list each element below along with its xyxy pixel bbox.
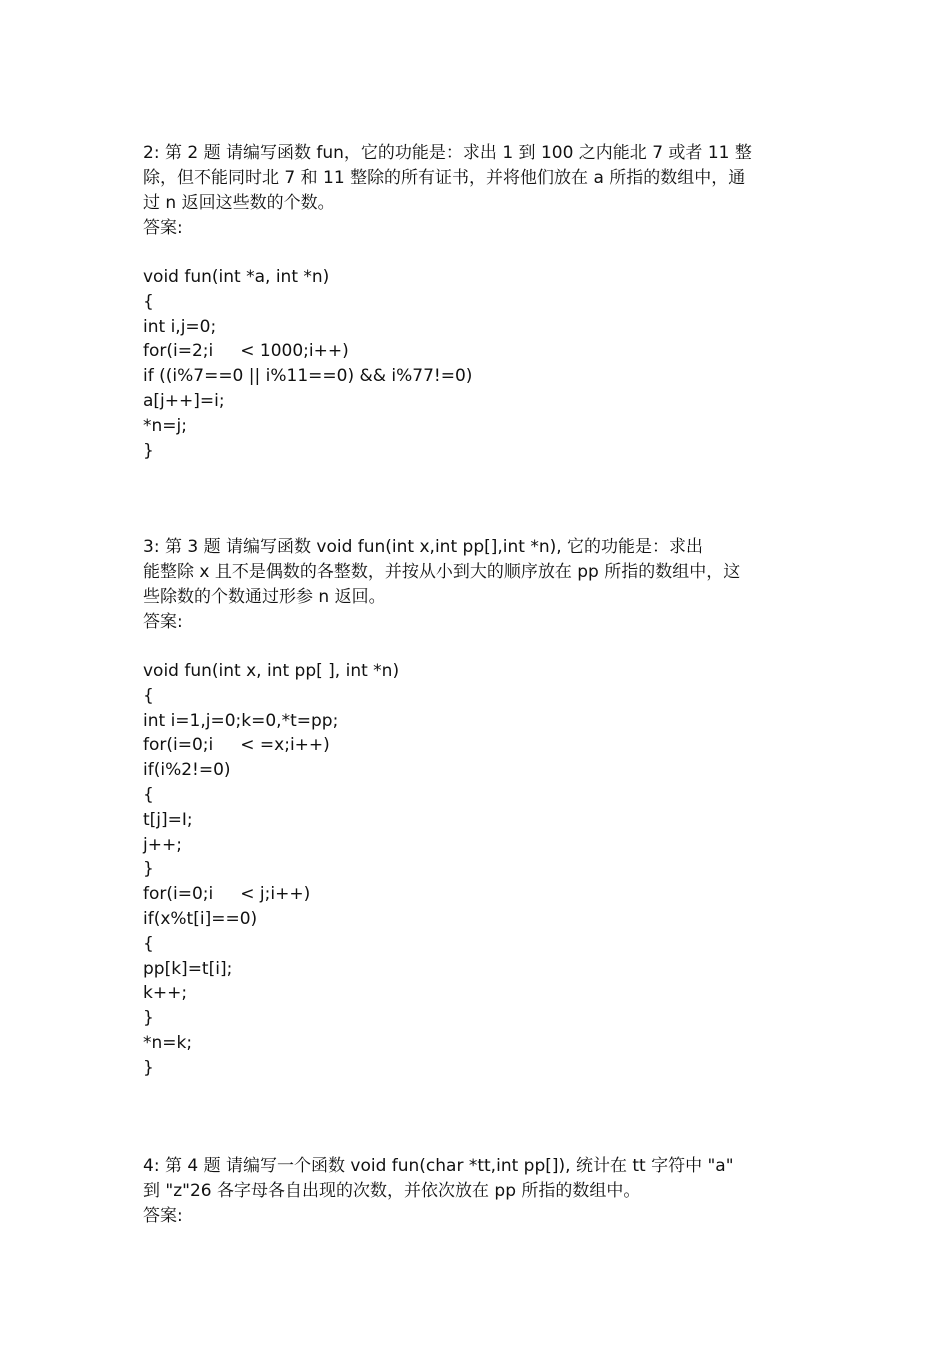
code-line: for(i=2;i < 1000;i++) [143,341,349,362]
question-3-prompt-line: 些除数的个数通过形参 n 返回。 [143,587,386,607]
question-4 [143,1154,805,1229]
code-line: pp[k]=t[i]; [143,958,233,979]
question-3-prompt-line: 能整除 x 且不是偶数的各整数，并按从小到大的顺序放在 pp 所指的数组中，这 [143,562,741,582]
code-line: { [143,685,154,706]
question-4-prompt-line: 4: 第 4 题 请编写一个函数 void fun(char *tt,int pp[]), 统计在 tt 字符中 "a" [143,1156,734,1176]
code-line: k++; [143,983,188,1004]
code-line: *n=k; [143,1032,193,1053]
code-line: int i,j=0; [143,316,217,337]
question-3 [143,535,805,1081]
question-2-code-block [143,265,805,463]
code-line: { [143,933,154,954]
code-line: if(i%2!=0) [143,760,231,781]
code-line: { [143,784,154,805]
code-line: { [143,291,154,312]
question-2-prompt [143,141,805,216]
code-line: void fun(int *a, int *n) [143,267,330,287]
question-2-prompt-line: 除，但不能同时北 7 和 11 整除的所有证书，并将他们放在 a 所指的数组中，通 [143,168,746,188]
code-line: } [143,440,154,461]
question-2-prompt-line: 2: 第 2 题 请编写函数 fun，它的功能是：求出 1 到 100 之内能北 7 或者 11 整 [143,143,752,163]
code-line: *n=j; [143,415,187,436]
code-line: j++; [143,834,182,855]
code-line: if ((i%7==0 || i%11==0) && i%77!=0) [143,366,473,387]
code-line: } [143,859,154,880]
question-4-prompt [143,1154,805,1204]
question-3-prompt [143,535,805,610]
code-line: } [143,1008,154,1029]
code-line: a[j++]=i; [143,390,225,411]
code-line: for(i=0;i < =x;i++) [143,735,330,756]
code-line: for(i=0;i < j;i++) [143,884,311,905]
question-3-prompt-line: 3: 第 3 题 请编写函数 void fun(int x,int pp[],int *n), 它的功能是：求出 [143,537,704,557]
answer-label: 答案: [143,1206,183,1226]
code-line: } [143,1057,154,1078]
question-3-code-block [143,659,805,1081]
question-2 [143,141,805,463]
code-line: void fun(int x, int pp[ ], int *n) [143,661,400,681]
code-line: if(x%t[i]==0) [143,908,258,929]
question-2-prompt-line: 过 n 返回这些数的个数。 [143,193,335,213]
answer-label: 答案: [143,218,183,238]
answer-label: 答案: [143,612,183,632]
question-4-prompt-line: 到 "z"26 各字母各自出现的次数，并依次放在 pp 所指的数组中。 [143,1181,641,1201]
code-line: t[j]=I; [143,809,193,830]
code-line: int i=1,j=0;k=0,*t=pp; [143,710,339,731]
